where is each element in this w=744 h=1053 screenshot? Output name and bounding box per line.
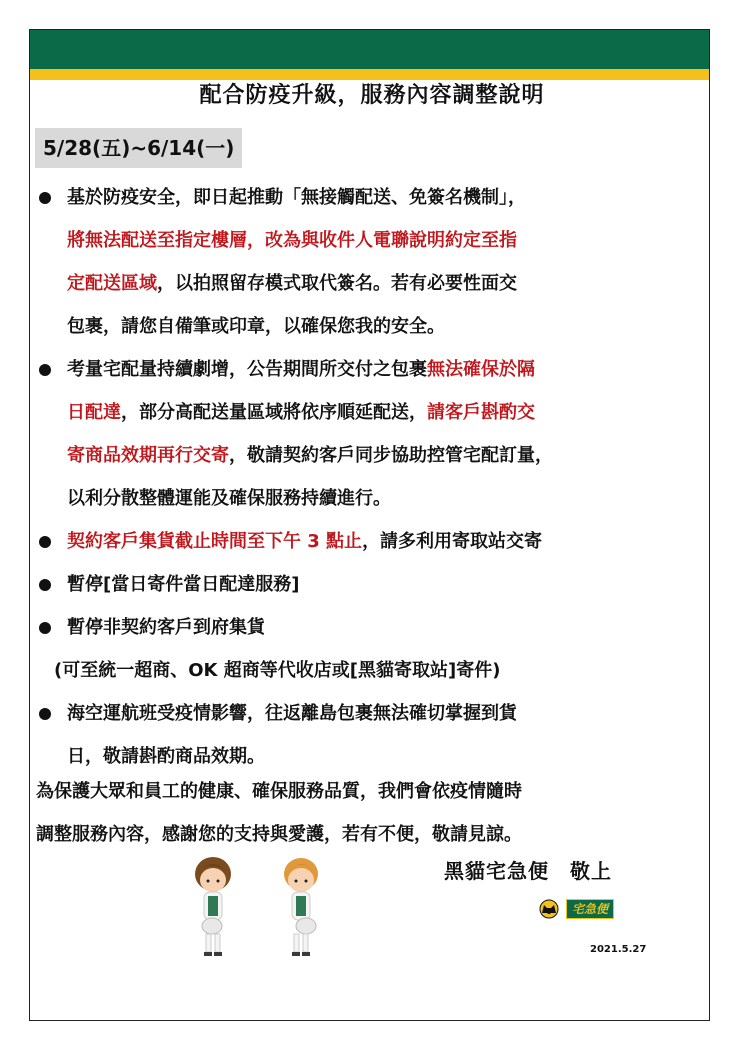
signature: 黑貓宅急便 敬上: [444, 859, 612, 883]
bullet-line: 日，敬請斟酌商品效期。: [67, 746, 265, 767]
closing-paragraph: [36, 770, 656, 856]
body-text: 考量宅配量持續劇增，公告期間所交付之包裹: [67, 359, 427, 380]
body-text: ，請多利用寄取站交寄: [362, 531, 543, 552]
sub-note: (可至統一超商、OK 超商等代收店或[黑貓寄取站]寄件): [54, 660, 501, 681]
body-text: ，以拍照留存模式取代簽名。若有必要性面交: [157, 273, 517, 294]
notice-title: 配合防疫升級，服務內容調整說明: [199, 83, 545, 108]
bullet-dot-icon: [39, 708, 51, 720]
body-text: 以利分散整體運能及確保服務持續進行。: [67, 488, 391, 509]
bullet-line: [67, 391, 656, 434]
bullet-line: [67, 262, 656, 305]
bullet-dot-icon: [39, 364, 51, 376]
highlight-text: 請客戶斟酌交: [427, 402, 535, 423]
highlight-text: 定配送區域: [67, 273, 157, 294]
body-text: 暫停[當日寄件當日配達服務]: [67, 574, 300, 595]
body-text: 基於防疫安全，即日起推動「無接觸配送、免簽名機制」，: [67, 187, 526, 208]
highlight-text: 日配達: [67, 402, 121, 423]
highlight-text: 契約客戶集貨截止時間至下午 3 點止: [67, 531, 363, 552]
logo-badge: 宅急便: [566, 899, 614, 919]
black-cat-icon: [536, 899, 562, 919]
mascot-boy-icon: [278, 850, 324, 962]
bullet-item: [36, 348, 656, 520]
closing-line: 調整服務內容，感謝您的支持與愛護，若有不便，敬請見諒。: [36, 824, 522, 845]
body-text: 包裹，請您自備筆或印章，以確保您我的安全。: [67, 316, 445, 337]
header-band-green: [30, 30, 709, 69]
bullet-item: [36, 563, 656, 606]
bullet-dot-icon: [39, 622, 51, 634]
bullet-line: [67, 176, 656, 219]
bullet-line: [67, 563, 656, 606]
bullet-line: [67, 520, 656, 563]
bullet-line: [67, 477, 656, 520]
bullet-dot-icon: [39, 579, 51, 591]
body-text: ，敬請契約客戶同步協助控管宅配訂量，: [229, 445, 553, 466]
bullet-dot-icon: [39, 536, 51, 548]
body-text: ，部分高配送量區域將依序順延配送，: [121, 402, 427, 423]
bullet-item: [36, 176, 656, 348]
highlight-text: 無法確保於隔: [427, 359, 535, 380]
bullet-line: 海空運航班受疫情影響，往返離島包裹無法確切掌握到貨: [67, 703, 517, 724]
footer-date: 2021.5.27: [590, 944, 647, 955]
bullet-line: [67, 434, 656, 477]
bullet-dot-icon: [39, 192, 51, 204]
highlight-text: 將無法配送至指定樓層，改為與收件人電聯說明約定至指: [67, 230, 517, 251]
kuroneko-logo: [536, 898, 614, 920]
bullet-list: [36, 176, 656, 778]
bullet-item-last: [36, 692, 656, 778]
mascot-girl-icon: [190, 850, 236, 962]
bullet-line: [67, 606, 656, 649]
highlight-text: 寄商品效期再行交寄: [67, 445, 229, 466]
body-text: 暫停非契約客戶到府集貨: [67, 617, 265, 638]
bullet-item: [36, 520, 656, 563]
date-range-tag: 5/28(五)~6/14(一): [35, 128, 242, 168]
bullet-line: [67, 348, 656, 391]
bullet-line: [67, 219, 656, 262]
closing-line: 為保護大眾和員工的健康、確保服務品質，我們會依疫情隨時: [36, 781, 522, 802]
bullet-line: [67, 305, 656, 348]
bullet-item: [36, 606, 656, 649]
